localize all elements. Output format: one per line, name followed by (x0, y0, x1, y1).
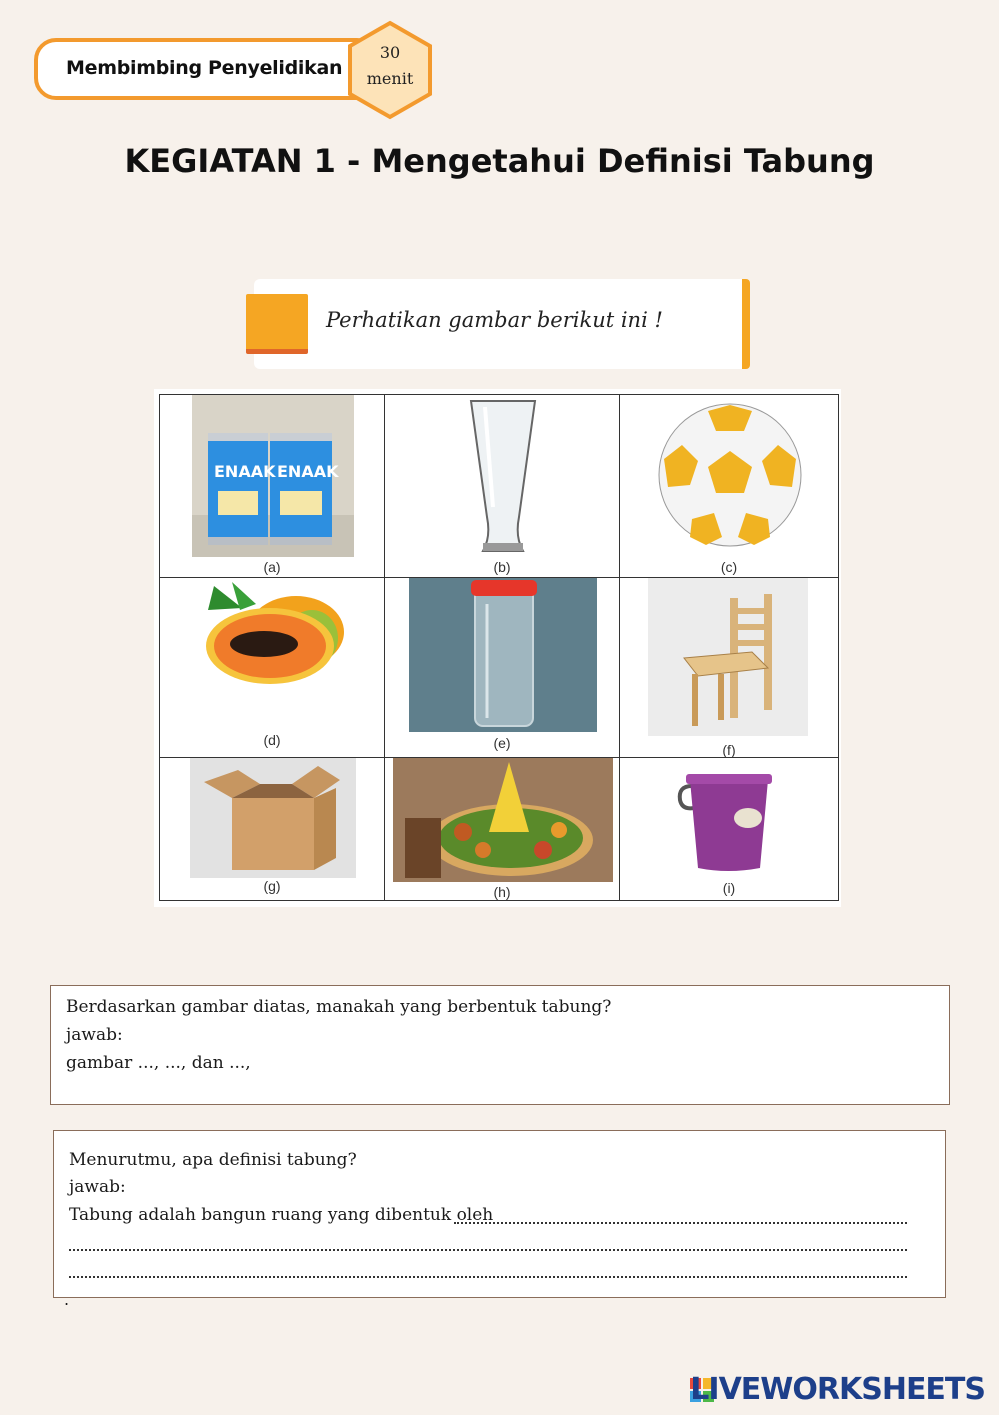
question-1-box (50, 985, 950, 1105)
grid-cell-b (385, 395, 620, 578)
grid-cell-c (620, 395, 839, 578)
answer-line-1[interactable] (454, 1222, 907, 1224)
caption-a: (a) (263, 559, 281, 575)
trailing-dot: . (64, 1290, 70, 1309)
bucket-icon (676, 764, 780, 876)
page-title: KEGIATAN 1 - Mengetahui Definisi Tabung (124, 142, 875, 180)
svg-text:ENAAK: ENAAK (214, 462, 276, 481)
chair-icon (648, 578, 808, 736)
grid-cell-d (160, 578, 385, 758)
answer-line-3[interactable] (69, 1276, 907, 1278)
brand-logo: LIVEWORKSHEETS (690, 1372, 985, 1407)
soccer-ball-icon (656, 401, 804, 549)
caption-b: (b) (493, 559, 511, 575)
plastic-jar-icon (409, 578, 597, 732)
caption-d: (d) (263, 732, 281, 748)
question-2-box (53, 1130, 946, 1298)
cardboard-box-icon (190, 758, 356, 878)
time-unit: menit (366, 69, 414, 88)
milk-cans-icon (192, 395, 354, 557)
picture-grid (159, 394, 839, 901)
section-label-text: Membimbing Penyelidikan (66, 57, 343, 79)
svg-text:ENAAK: ENAAK (277, 462, 339, 481)
tumpeng-icon (393, 758, 613, 882)
time-badge (346, 40, 434, 92)
caption-e: (e) (493, 735, 511, 751)
instruction-text: Perhatikan gambar berikut ini ! (326, 308, 663, 332)
question-2-answer-label: jawab: (69, 1177, 126, 1197)
drinking-glass-icon (463, 397, 543, 557)
answer-line-2[interactable] (69, 1249, 907, 1251)
caption-g: (g) (263, 878, 281, 894)
question-1-answer-field[interactable]: gambar ..., ..., dan ..., (66, 1053, 251, 1073)
grid-cell-i (620, 758, 839, 901)
instruction-marker-icon (246, 294, 308, 354)
grid-cell-e (385, 578, 620, 758)
grid-cell-f (620, 578, 839, 758)
time-number: 30 (379, 43, 401, 62)
section-label (34, 38, 379, 100)
question-2-text: Menurutmu, apa definisi tabung? (69, 1150, 357, 1170)
caption-f: (f) (722, 742, 736, 758)
question-1-answer-label: jawab: (66, 1025, 123, 1045)
grid-cell-g (160, 758, 385, 901)
caption-h: (h) (493, 884, 511, 900)
caption-i: (i) (722, 880, 736, 896)
question-1-text: Berdasarkan gambar diatas, manakah yang berbentuk tabung? (66, 997, 612, 1017)
caption-c: (c) (720, 559, 738, 575)
question-2-answer-start: Tabung adalah bangun ruang yang dibentuk oleh (69, 1205, 494, 1225)
grid-cell-a (160, 395, 385, 578)
papaya-icon (192, 580, 352, 692)
grid-cell-h (385, 758, 620, 901)
